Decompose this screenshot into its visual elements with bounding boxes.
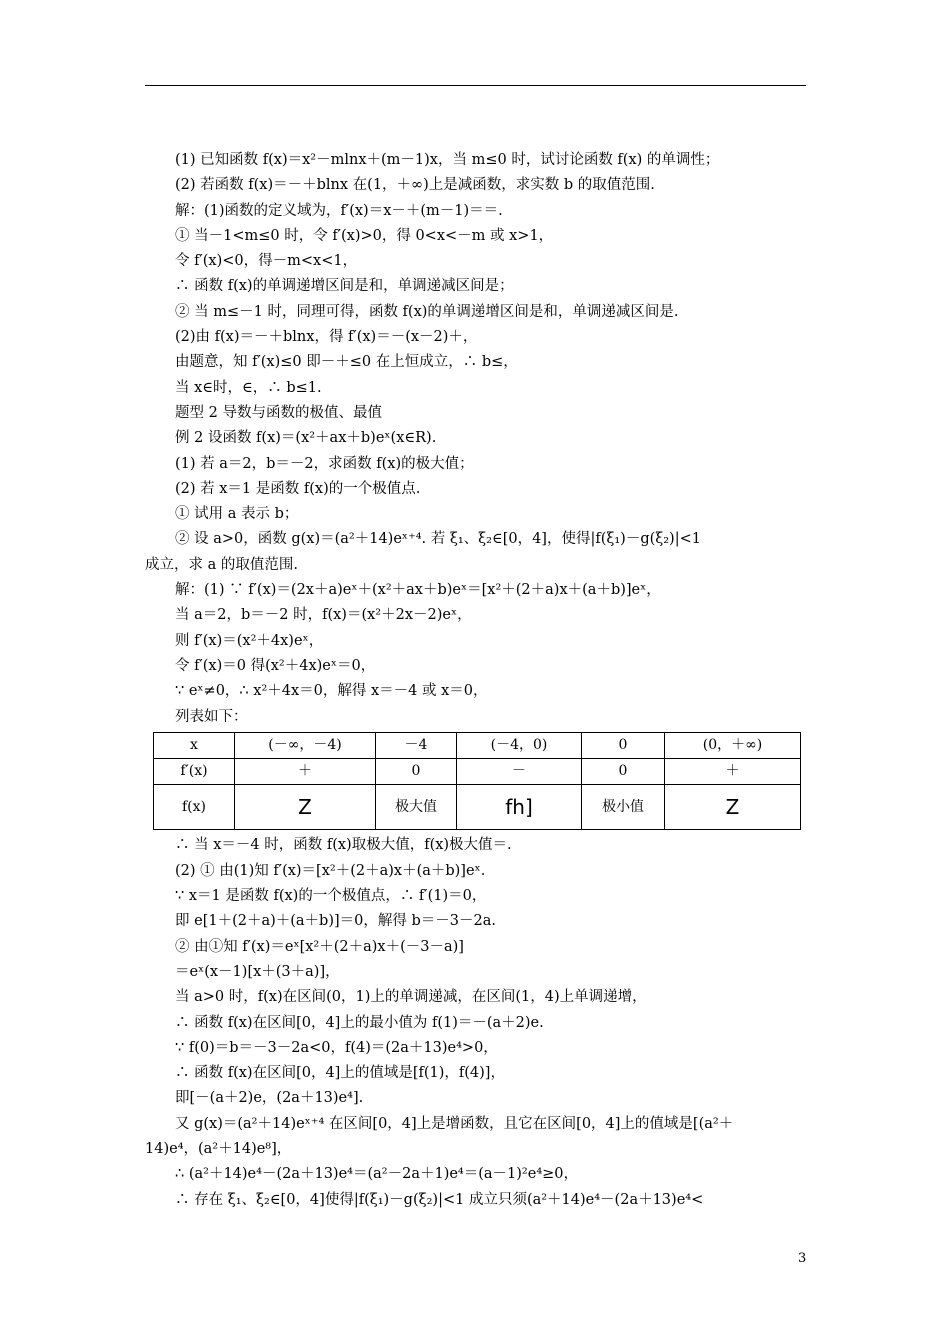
text-line: ① 当－1<m≤0 时，令 f′(x)>0，得 0<x<－m 或 x>1，: [175, 227, 554, 244]
table-cell: 极小值: [582, 785, 665, 830]
variation-table: [153, 732, 801, 831]
text-line: ∴ 当 x＝－4 时，函数 f(x)取极大值，f(x)极大值＝.: [175, 837, 512, 854]
text-line: ∴ 存在 ξ₁、ξ₂∈[0，4]使得|f(ξ₁)－g(ξ₂)|<1 成立只须(a²＋14)e⁴－(2a＋13)e⁴<: [175, 1191, 704, 1208]
table-cell: x: [154, 732, 235, 758]
header-rule: [145, 85, 806, 86]
text-line: 当 a>0 时，f(x)在区间(0，1)上的单调递减，在区间(1，4)上单调递增，: [175, 989, 647, 1006]
text-line: ② 设 a>0，函数 g(x)＝(a²＋14)eˣ⁺⁴. 若 ξ₁、ξ₂∈[0，4]，使得|f(ξ₁)－g(ξ₂)|<1: [175, 531, 701, 548]
text-line: 由题意，知 f′(x)≤0 即－＋≤0 在上恒成立，∴ b≤，: [175, 354, 518, 371]
table-cell: 0: [376, 759, 457, 785]
text-line: 解：(1)函数的定义域为，f′(x)＝x－＋(m－1)＝＝.: [175, 202, 503, 219]
table-cell: －: [457, 759, 582, 785]
text-line: ∴ 函数 f(x)的单调递增区间是和，单调递减区间是；: [175, 278, 514, 295]
text-block-after-table: [145, 833, 806, 1212]
text-line: 当 x∈时，∈，∴ b≤1.: [175, 379, 322, 396]
text-block-before-table: [145, 148, 806, 730]
text-line: 14)e⁴，(a²＋14)e⁸]，: [145, 1140, 292, 1157]
text-line: ∵ f(0)＝b＝－3－2a<0，f(4)＝(2a＋13)e⁴>0，: [175, 1039, 498, 1056]
document-body: [145, 148, 806, 1213]
text-line: (2) ① 由(1)知 f′(x)＝[x²＋(2＋a)x＋(a＋b)]eˣ.: [175, 862, 486, 879]
text-line: (2) 若 x＝1 是函数 f(x)的一个极值点.: [175, 480, 421, 497]
table-cell: 0: [582, 759, 665, 785]
text-line: 则 f′(x)＝(x²＋4x)eˣ，: [175, 632, 324, 649]
increasing-arrow-glyph: Z: [665, 785, 801, 830]
table-row-x: [154, 732, 801, 758]
text-line: 令 f′(x)<0，得－m<x<1，: [175, 253, 358, 270]
text-line: ＝eˣ(x－1)[x＋(3＋a)]，: [175, 963, 340, 980]
table-cell: f′(x): [154, 759, 235, 785]
text-line: 令 f′(x)＝0 得(x²＋4x)eˣ＝0，: [175, 657, 376, 674]
table-cell: 极大值: [376, 785, 457, 830]
text-line: 列表如下：: [175, 708, 248, 725]
table-cell: －4: [376, 732, 457, 758]
text-line: (2) 若函数 f(x)＝－＋blnx 在(1，＋∞)上是减函数，求实数 b 的取值范围.: [175, 177, 655, 194]
table-cell: (－∞，－4): [235, 732, 376, 758]
text-line: ∵ eˣ≠0，∴ x²＋4x＝0，解得 x＝－4 或 x＝0，: [175, 683, 488, 700]
table-cell: f(x): [154, 785, 235, 830]
table-cell: ＋: [665, 759, 801, 785]
text-line: 即 e[1＋(2＋a)＋(a＋b)]＝0，解得 b＝－3－2a.: [175, 913, 496, 930]
text-line: (1) 若 a＝2，b＝－2，求函数 f(x)的极大值；: [175, 455, 474, 472]
text-line: ∴ 函数 f(x)在区间[0，4]上的最小值为 f(1)＝－(a＋2)e.: [175, 1014, 544, 1031]
text-line: 又 g(x)＝(a²＋14)eˣ⁺⁴ 在区间[0，4]上是增函数，且它在区间[0，4]上的值域是[(a²＋: [175, 1115, 734, 1132]
text-line: 解：(1) ∵ f′(x)＝(2x＋a)eˣ＋(x²＋ax＋b)eˣ＝[x²＋(2＋a)x＋(a＋b)]eˣ，: [175, 582, 661, 599]
decreasing-arrow-glyph: fh]: [457, 785, 582, 830]
text-line: ② 由①知 f′(x)＝eˣ[x²＋(2＋a)x＋(－3－a)]: [175, 938, 464, 955]
text-line: (2)由 f(x)＝－＋blnx，得 f′(x)＝－(x－2)＋，: [175, 329, 478, 346]
increasing-arrow-glyph: Z: [235, 785, 376, 830]
text-line: 成立，求 a 的取值范围.: [145, 556, 298, 573]
text-line: 当 a＝2，b＝－2 时，f(x)＝(x²＋2x－2)eˣ，: [175, 607, 472, 624]
table-cell: (0，＋∞): [665, 732, 801, 758]
text-line: ② 当 m≤－1 时，同理可得，函数 f(x)的单调递增区间是和，单调递减区间是.: [175, 303, 679, 320]
table-row-function: [154, 785, 801, 830]
text-line: (1) 已知函数 f(x)＝x²－mlnx＋(m－1)x，当 m≤0 时，试讨论函数 f(x) 的单调性；: [175, 152, 720, 168]
text-line: ∴ (a²＋14)e⁴－(2a＋13)e⁴＝(a²－2a＋1)e⁴＝(a－1)²e⁴≥0，: [175, 1166, 579, 1183]
text-line: 题型 2 导数与函数的极值、最值: [175, 404, 382, 421]
table-cell: (－4，0): [457, 732, 582, 758]
table-cell: ＋: [235, 759, 376, 785]
text-line: ∴ 函数 f(x)在区间[0，4]上的值域是[f(1)，f(4)]，: [175, 1065, 505, 1082]
text-line: 即[－(a＋2)e，(2a＋13)e⁴].: [175, 1090, 364, 1107]
table-cell: 0: [582, 732, 665, 758]
text-line: ① 试用 a 表示 b；: [175, 506, 299, 523]
table-row-derivative: [154, 759, 801, 785]
page-number: 3: [798, 1251, 807, 1266]
text-line: ∵ x＝1 是函数 f(x)的一个极值点，∴ f′(1)＝0，: [175, 888, 487, 905]
text-line: 例 2 设函数 f(x)＝(x²＋ax＋b)eˣ(x∈R).: [175, 430, 437, 447]
